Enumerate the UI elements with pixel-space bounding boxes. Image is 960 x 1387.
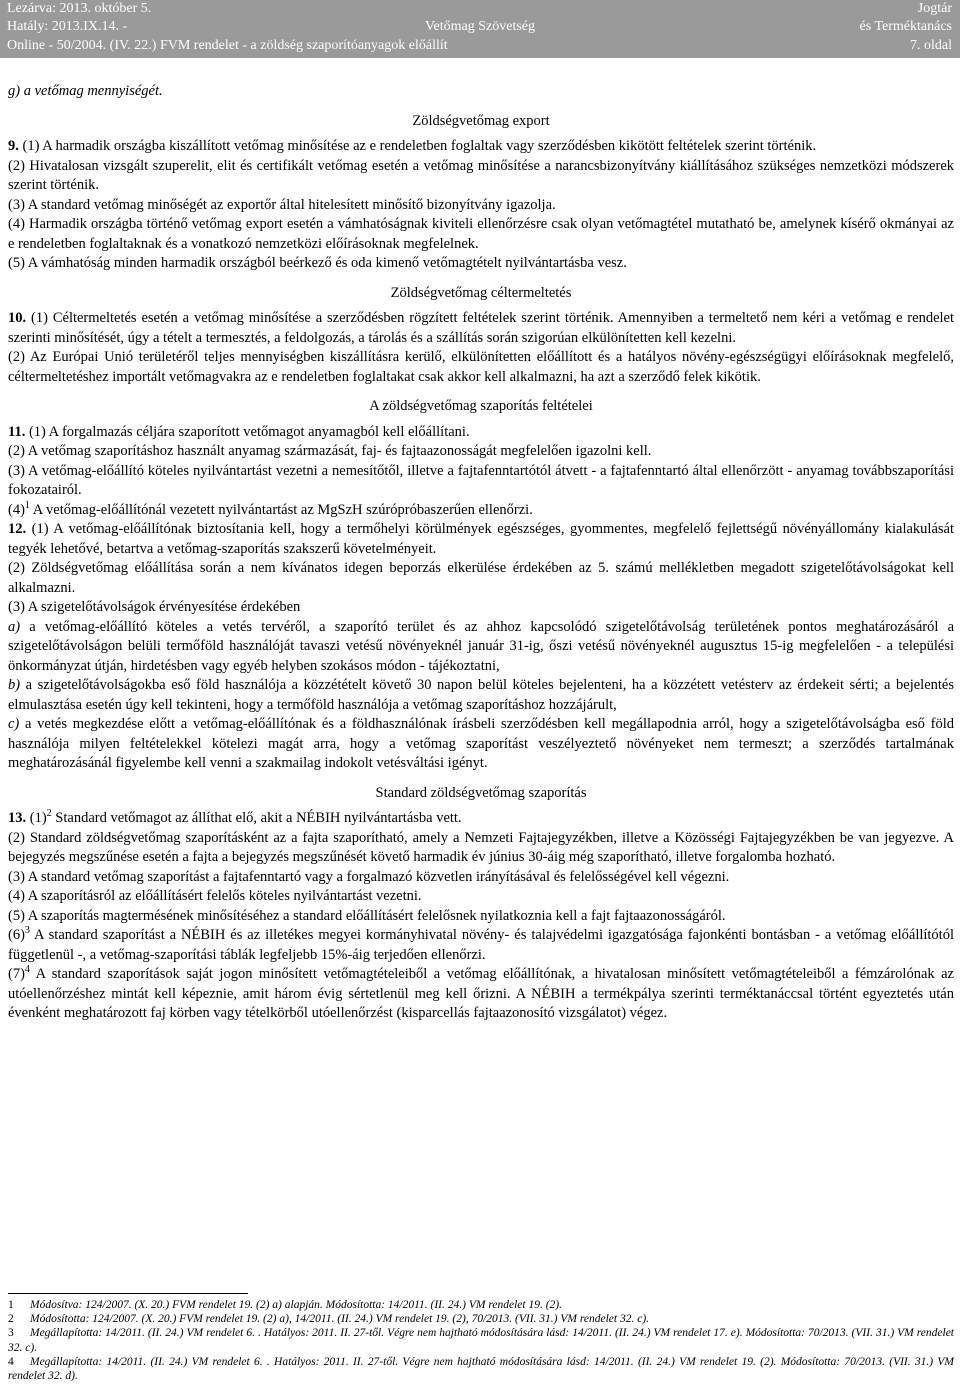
section-13-para-2: (2) Standard zöldségvetőmag szaporításként az a fajta szaporítható, amely a Nemzeti Fajtajegyzékben, illetve a Közösségi Fajtajegyzékben be van jegyezve. A bejegyzés megszűnése esetén a fajta a bejegyzés megszűnését követő harmadik év június 30-áig még szaporítható, illetve forgalomba hozható. bbox=[8, 829, 954, 865]
header-online-title: Online - 50/2004. (IV. 22.) FVM rendelet - a zöldség szaporítóanyagok előállít bbox=[7, 38, 448, 53]
section-11-para-1: 11. (1) A forgalmazás céljára szaporított vetőmagot anyamagból kell előállítani. bbox=[8, 423, 470, 440]
section-number: 11. bbox=[8, 423, 26, 440]
heading-export: Zöldségvetőmag export bbox=[412, 112, 550, 129]
section-9-para-5: (5) A vámhatóság minden harmadik országból beérkező és oda kimenő vetőmagtételt nyilvántartásba vesz. bbox=[8, 255, 627, 271]
footnotes bbox=[8, 1298, 954, 1383]
section-11-para-2: (2) A vetőmag szaporításhoz használt anyamag származását, faj- és fajtaazonosságát megfelelően igazolni kell. bbox=[8, 443, 652, 459]
section-12-point-c: c) a vetés megkezdése előtt a vetőmag-előállítónak és a földhasználónak írásbeli szerződésben kell megállapodnia arról, hogy a szigetelőtávolságba eső föld használója milyen feltételekkel kötelezi magát arra, hogy a vetőmag szaporítást veszélyeztető növényeket nem termeszt; a szerződés tartalmának meghatározásánál figyelembe kell venni a szakmailag indokolt vetésváltási igényt. bbox=[8, 716, 954, 771]
section-number: 12. bbox=[8, 521, 27, 537]
header-validity: Hatály: 2013.IX.14. - bbox=[7, 19, 128, 34]
section-9-para-1: 9. (1) A harmadik országba kiszállított vetőmag minősítése az e rendeletben foglaltak vagy szerződésben kikötött feltételek szerint történik. bbox=[8, 138, 817, 154]
section-9-para-4: (4) Harmadik országba történő vetőmag export esetén a vámhatóságnak kiviteli ellenőrzésre csak olyan vetőmagtétel mutatható be, amelynek kísérő okmányai az e rendeletben foglaltaknak és a vonatkozó nemzetközi előírásoknak megfelelnek. bbox=[8, 216, 954, 252]
section-13-para-7: $(7)^4$ A standard szaporítások saját jogon minősített vetőmagtételeiből a vetőmag előállítónak, a hivatalosan minősített vetőmagtételeiből a fémzárolónak az utóellenőrzéshez mintát kell képeznie, amit három évig sértetlenül meg kell őrizni. A NÉBIH a termékpálya szerinti terméktanáccsal történt egyeztetés után évenként meghatározott faj körben vagy tételkörből utóellenőrzést (kisparcellás fajtaazonosító vizsgálatot) végez. bbox=[8, 964, 954, 1021]
header-council: és Terméktanács bbox=[859, 19, 952, 34]
section-11-para-4: $(4)^1$ A vetőmag-előállítónál vezetett nyilvántartást az MgSzH szúrópróbaszerűen ellenőrzi. bbox=[8, 499, 533, 518]
footnote-ref-2[interactable]: 2 bbox=[46, 808, 52, 820]
section-12-para-3: (3) A szigetelőtávolságok érvényesítése érdekében bbox=[8, 599, 301, 615]
section-13-para-1: 13. $(1)^2$ Standard vetőmagot az állíthat elő, akit a NÉBIH nyilvántartásba vett. bbox=[8, 808, 462, 826]
heading-contract-production: Zöldségvetőmag céltermeltetés bbox=[390, 284, 572, 301]
footnote-ref-1[interactable]: 1 bbox=[24, 499, 30, 511]
paragraph-g: g) a vetőmag mennyiségét. bbox=[8, 83, 163, 99]
section-13-para-3: (3) A standard vetőmag szaporítást a fajtafenntartó vagy a forgalmazó közvetlen irányításával és felelősségével kell végezni. bbox=[8, 868, 730, 885]
header-closed-date: Lezárva: 2013. október 5. bbox=[7, 1, 152, 16]
section-9-para-2: (2) Hivatalosan vizsgált szuperelit, elit és certifikált vetőmag esetén a vetőmag minősítése a narancsbizonyítvány kiállításához szükséges nemzetközi módszerek szerint történik. bbox=[8, 157, 954, 193]
section-10-para-1: 10. (1) Céltermeltetés esetén a vetőmag minősítése a szerződésben rögzített feltételek szerint történik. Amennyiben a termeltető nem kéri a vetőmag e rendelet szerinti minősítését, úgy a tételt a termesztés, a feldolgozás, a tárolás és a szállítás során szigorúan elkülönítetten kell kezelni. bbox=[8, 310, 954, 346]
footnote-3: 3 Megállapította: 14/2011. (II. 24.) VM rendelet 6. . Hatályos: 2011. II. 27-től. Végre nem hajtható módosítására lásd: 14/2011. (II. 24.) VM rendelet 17. e). Módosította: 70/2013. (VII. 31.) VM rendelet 32. c). bbox=[8, 1327, 954, 1354]
page-header bbox=[0, 0, 960, 58]
header-organisation: Vetőmag Szövetség bbox=[424, 19, 536, 34]
section-13-para-5: (5) A szaporítás magtermésének minősítéséhez a standard előállításért felelősnek nyilatkoznia kell a fajt fajtaazonosságáról. bbox=[8, 907, 726, 924]
header-jogtar: Jogtár bbox=[917, 1, 952, 16]
section-12-para-1: 12. (1) A vetőmag-előállítónak biztosítania kell, hogy a termőhelyi körülmények egészséges, gyommentes, megfelelő fejlettségű növényállomány kialakulását tegyék lehetővé, betartva a vetőmag-szaporítás szakszerű követelményeit. bbox=[8, 521, 954, 557]
section-number: 13. bbox=[8, 810, 27, 826]
heading-standard-propagation: Standard zöldségvetőmag szaporítás bbox=[375, 784, 587, 801]
document-body bbox=[8, 82, 954, 1024]
footnote-1: 1 Módosítva: 124/2007. (X. 20.) FVM rendelet 19. (2) a) alapján. Módosította: 14/2011. (II. 24.) VM rendelet 19. (2). bbox=[8, 1299, 562, 1311]
heading-propagation-conditions: A zöldségvetőmag szaporítás feltételei bbox=[369, 398, 593, 414]
footnote-divider bbox=[8, 1293, 248, 1294]
section-10-para-2: (2) Az Európai Unió területéről teljes mennyiségben kiszállításra kerülő, elkülönítetten előállított és a hatályos növény-egészségügyi előírásoknak megfelelő, céltermeltetéshez importált vetőmagvakra az e rendeletben foglaltakat csak akkor kell alkalmazni, ha azt a szerződő felek kikötik. bbox=[8, 349, 954, 385]
footnote-ref-3[interactable]: 3 bbox=[24, 925, 30, 937]
section-12-point-a: a) a vetőmag-előállító köteles a vetés tervéről, a szaporító terület és az ahhoz kapcsolódó szigetelőtávolság területének pontos meghatározásáról a szigetelőtávolságon belüli termőföld használóját tavaszi vetésű növényeknél január 31-ig, őszi vetésű növényeknél augusztus 15-ig megfelelően - a települési önkormányzat útján, hirdetésben vagy egyéb helyben szokásos módon - tájékoztatni, bbox=[8, 618, 954, 674]
footnote-2: 2 Módosította: 124/2007. (X. 20.) FVM rendelet 19. (2) a), 14/2011. (II. 24.) VM rendelet 19. (2), 70/2013. (VII. 31.) VM rendelet 32. c). bbox=[8, 1313, 650, 1326]
section-number: 10. bbox=[8, 310, 27, 326]
footnote-ref-4[interactable]: 4 bbox=[24, 964, 30, 976]
section-13-para-6: $(6)^3$ A standard szaporítást a NÉBIH és az illetékes megyei kormányhivatal növény- és talajvédelmi igazgatósága fajonkénti bontásban - a vetőmag előállítótól függetlenül -, a vetőmag-szaporítási táblák legfeljebb 15%-áig terjedően ellenőrzi. bbox=[8, 925, 954, 963]
section-11-para-3: (3) A vetőmag-előállító köteles nyilvántartást vezetni a nemesítőtől, illetve a fajtafenntartótól átvett - a fajtafenntartó által ellenőrzött - anyamag továbbszaporítási fokozatairól. bbox=[8, 462, 954, 498]
header-page-number: 7. oldal bbox=[910, 38, 952, 53]
footnote-4: 4 Megállapította: 14/2011. (II. 24.) VM rendelet 6. . Hatályos: 2011. II. 27-től. Végre nem hajtható módosítására lásd: 14/2011. (II. 24.) VM rendelet 19. (2). Módosította: 70/2013. (VII. 31.) VM rendelet 32. d). bbox=[8, 1355, 954, 1383]
section-12-para-2: (2) Zöldségvetőmag előállítása során a nem kívánatos idegen beporzás elkerülése érdekében az 5. számú mellékletben megadott szigetelőtávolságokat kell alkalmazni. bbox=[8, 560, 954, 596]
section-13-para-4: (4) A szaporításról az előállításért felelős köteles nyilvántartást vezetni. bbox=[8, 888, 422, 904]
section-12-point-b: b) a szigetelőtávolságokba eső föld használója a közzétételt követő 30 napon belül köteles bejelenteni, ha a közzétett vetésterv az érdekeit sérti; a bejelentés elmulasztása esetén úgy kell tekinteni, hogy a termőföld használója a vetőmag szaporításhoz hozzájárult, bbox=[8, 677, 954, 713]
section-number: 9. bbox=[8, 138, 19, 154]
section-9-para-3: (3) A standard vetőmag minőségét az exportőr által hitelesített minősítő bizonyítvány igazolja. bbox=[8, 196, 556, 213]
